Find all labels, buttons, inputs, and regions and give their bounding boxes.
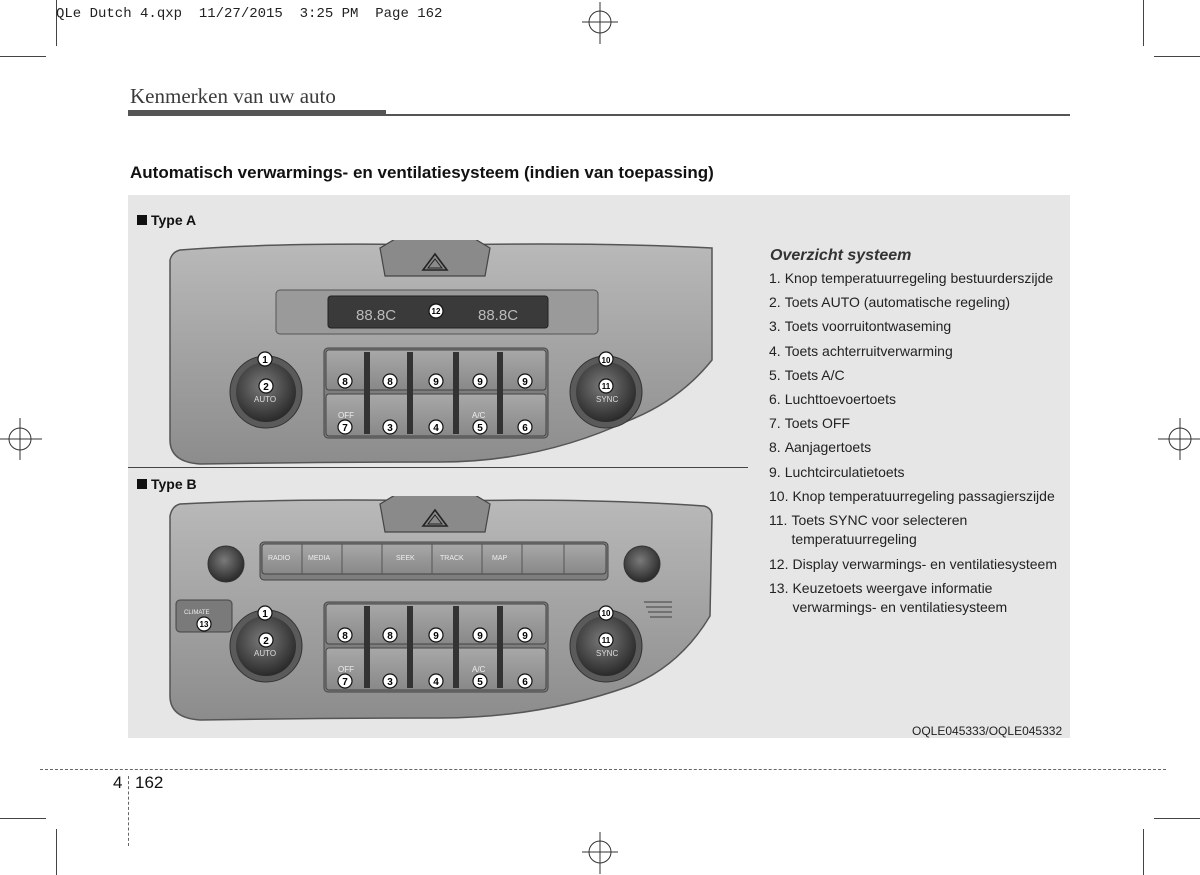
callout-1-b: 1 [262, 609, 268, 620]
climate-panel-type-b [160, 496, 720, 726]
list-item: 9. Luchtcirculatietoets [769, 463, 905, 480]
auto-label: AUTO [254, 395, 277, 404]
callout-3-b: 3 [387, 677, 393, 688]
list-item: 7. Toets OFF [769, 415, 851, 432]
header-rule [128, 110, 386, 116]
climate-panel-type-a [160, 240, 720, 468]
callout-7: 7 [342, 423, 348, 434]
list-item: 5. Toets A/C [769, 366, 845, 383]
list-item: 8. Aanjagertoets [769, 439, 872, 456]
auto-label-b: AUTO [254, 649, 277, 658]
print-slug: QLe Dutch 4.qxp 11/27/2015 3:25 PM Page 162 [56, 6, 443, 22]
track-button-label: TRACK [440, 555, 464, 562]
crop-mark [56, 829, 57, 875]
callout-2: 2 [263, 382, 269, 393]
callout-1: 1 [262, 355, 268, 366]
callout-9: 9 [522, 377, 528, 388]
crop-mark [1154, 56, 1200, 57]
header-rule-thin [386, 114, 1070, 116]
callout-6: 6 [522, 423, 528, 434]
map-button-label: MAP [492, 555, 508, 562]
sync-label: SYNC [596, 395, 619, 404]
registration-mark-right [1154, 418, 1200, 460]
crop-mark [0, 56, 46, 57]
callout-8-b: 8 [387, 631, 393, 642]
registration-mark-top [580, 2, 620, 44]
callout-10-b: 10 [601, 609, 611, 618]
figure-code: OQLE045333/OQLE045332 [912, 724, 1063, 738]
seek-button-label: SEEK [396, 555, 415, 562]
list-item: 6. Luchttoevoertoets [769, 390, 896, 407]
callout-8: 8 [387, 377, 393, 388]
page-number: 162 [135, 773, 164, 792]
callout-5: 5 [477, 423, 483, 434]
list-item: 4. Toets achterruitverwarming [769, 342, 953, 359]
callout-10: 10 [601, 356, 611, 365]
radio-button-label: RADIO [268, 555, 291, 562]
callout-9-b: 9 [522, 631, 528, 642]
callout-11: 11 [601, 382, 611, 391]
ac-button-label: A/C [472, 411, 486, 420]
section-title: Kenmerken van uw auto [130, 84, 336, 108]
callout-4-b: 4 [433, 677, 439, 688]
list-item: 3. Toets voorruitontwaseming [769, 318, 952, 335]
registration-mark-bottom [580, 832, 620, 874]
crop-mark [1154, 818, 1200, 819]
crop-mark [1143, 0, 1144, 46]
crop-mark [0, 818, 46, 819]
overview-title: Overzicht systeem [770, 247, 912, 264]
list-item: 13. Keuzetoets weergave informatie verwarmings- en ventilatiesysteem [769, 579, 1008, 616]
media-button-label: MEDIA [308, 555, 331, 562]
callout-9: 9 [433, 377, 439, 388]
square-bullet-icon [137, 479, 147, 489]
callout-6-b: 6 [522, 677, 528, 688]
list-item: 10. Knop temperatuurregeling passagierszijde [769, 487, 1055, 504]
display-temp-left: 88.8C [356, 307, 397, 324]
callout-9: 9 [477, 377, 483, 388]
list-item: 2. Toets AUTO (automatische regeling) [769, 294, 1011, 311]
type-b-label: Type B [137, 476, 197, 492]
type-a-label: Type A [137, 212, 196, 228]
page-heading: Automatisch verwarmings- en ventilatiesysteem (indien van toepassing) [130, 163, 714, 182]
callout-7-b: 7 [342, 677, 348, 688]
callout-3: 3 [387, 423, 393, 434]
callout-2-b: 2 [263, 636, 269, 647]
list-item: 1. Knop temperatuurregeling bestuurderszijde [769, 270, 1054, 286]
off-button-label-b: OFF [338, 665, 354, 674]
registration-mark-left [0, 418, 46, 460]
sync-label-b: SYNC [596, 649, 619, 658]
callout-13: 13 [199, 620, 209, 629]
callout-12: 12 [431, 307, 441, 316]
callout-8: 8 [342, 377, 348, 388]
callout-5-b: 5 [477, 677, 483, 688]
chapter-number: 4 [113, 773, 123, 792]
list-item: 12. Display verwarmings- en ventilatiesysteem [769, 555, 1058, 572]
crop-mark [1143, 829, 1144, 875]
callout-11-b: 11 [601, 636, 611, 645]
climate-button-label: CLIMATE [184, 610, 210, 616]
footer-rule [40, 769, 1166, 770]
list-item: 11. Toets SYNC voor selecteren temperatuurregeling [769, 511, 968, 548]
square-bullet-icon [137, 215, 147, 225]
callout-9-b: 9 [477, 631, 483, 642]
callout-9-b: 9 [433, 631, 439, 642]
display-temp-right: 88.8C [478, 307, 519, 324]
callout-4: 4 [433, 423, 439, 434]
callout-8-b: 8 [342, 631, 348, 642]
ac-button-label-b: A/C [472, 665, 486, 674]
footer-vertical-rule [128, 776, 129, 846]
off-button-label: OFF [338, 411, 354, 420]
overview-list [769, 269, 1069, 623]
